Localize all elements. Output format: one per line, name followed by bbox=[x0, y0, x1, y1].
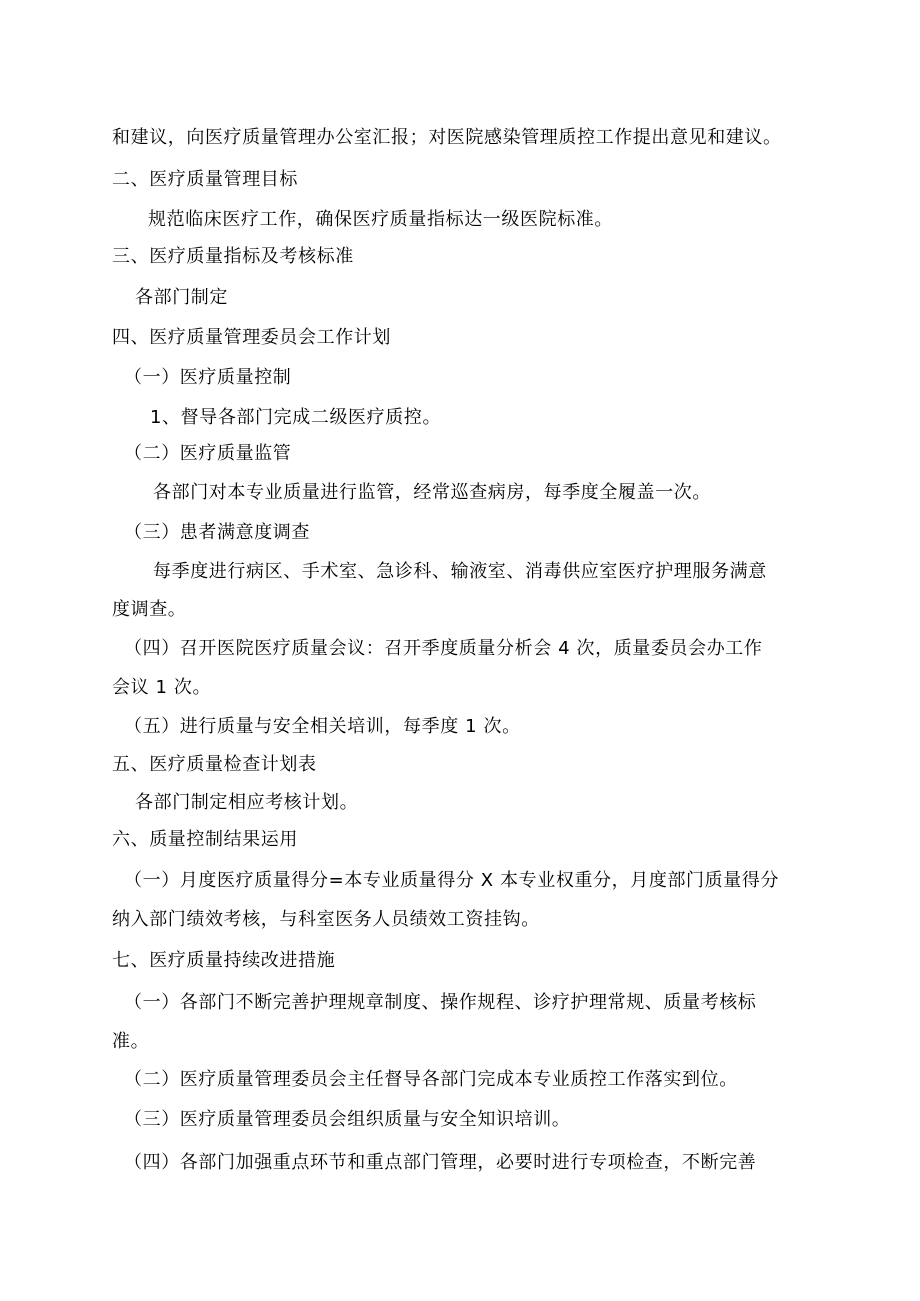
paragraph-line: （四）各部门加强重点环节和重点部门管理，必要时进行专项检查，不断完善 bbox=[124, 1152, 757, 1173]
section-heading: 六、质量控制结果运用 bbox=[112, 829, 298, 850]
paragraph-line: （四）召开医院医疗质量会议：召开季度质量分析会 4 次，质量委员会办工作 bbox=[124, 638, 763, 659]
paragraph-line: 各部门对本专业质量进行监管，经常巡查病房，每季度全履盖一次。 bbox=[153, 482, 711, 503]
section-heading: 七、医疗质量持续改进措施 bbox=[112, 950, 336, 971]
paragraph-line: 和建议，向医疗质量管理办公室汇报；对医院感染管理质控工作提出意见和建议。 bbox=[112, 127, 782, 148]
paragraph-line: （五）进行质量与安全相关培训，每季度 1 次。 bbox=[124, 716, 521, 737]
paragraph-line: （三）医疗质量管理委员会组织质量与安全知识培训。 bbox=[124, 1109, 571, 1130]
paragraph-line: 纳入部门绩效考核，与科室医务人员绩效工资挂钩。 bbox=[112, 909, 540, 930]
subsection-heading: （三）患者满意度调查 bbox=[124, 522, 310, 543]
paragraph-line: （一）月度医疗质量得分=本专业质量得分 X 本专业权重分，月度部门质量得分 bbox=[124, 870, 780, 891]
paragraph-line: 各部门制定相应考核计划。 bbox=[135, 792, 359, 813]
section-heading: 二、医疗质量管理目标 bbox=[112, 169, 298, 190]
paragraph-line: 准。 bbox=[112, 1031, 150, 1052]
paragraph-line: 会议 1 次。 bbox=[112, 677, 212, 698]
paragraph-line: （二）医疗质量管理委员会主任督导各部门完成本专业质控工作落实到位。 bbox=[124, 1069, 738, 1090]
subsection-heading: （二）医疗质量监管 bbox=[124, 443, 292, 464]
paragraph-line: 各部门制定 bbox=[135, 287, 228, 308]
paragraph-line: 度调查。 bbox=[112, 599, 187, 620]
section-heading: 四、医疗质量管理委员会工作计划 bbox=[112, 327, 391, 348]
subsection-heading: （一）医疗质量控制 bbox=[124, 367, 292, 388]
paragraph-line: 规范临床医疗工作，确保医疗质量指标达一级医院标准。 bbox=[148, 209, 613, 230]
paragraph-line: （一）各部门不断完善护理规章制度、操作规程、诊疗护理常规、质量考核标 bbox=[124, 992, 757, 1013]
section-heading: 五、医疗质量检查计划表 bbox=[112, 754, 317, 775]
paragraph-line: 每季度进行病区、手术室、急诊科、输液室、消毒供应室医疗护理服务满意 bbox=[153, 561, 767, 582]
paragraph-line: 1、督导各部门完成二级医疗质控。 bbox=[150, 407, 442, 428]
section-heading: 三、医疗质量指标及考核标准 bbox=[112, 246, 354, 267]
